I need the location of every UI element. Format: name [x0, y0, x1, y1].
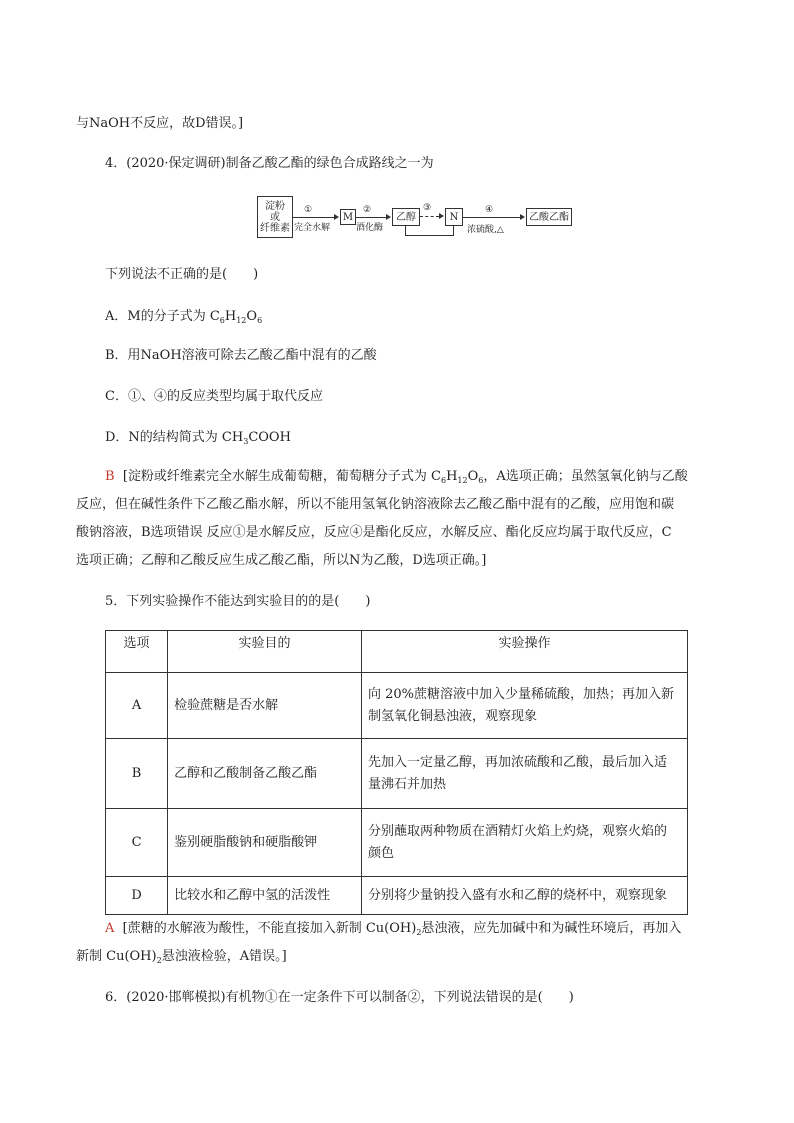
arrow-head [439, 213, 444, 219]
arrow-line [293, 217, 334, 218]
table-header-row [106, 631, 688, 673]
step1-condition: 完全水解 [294, 223, 331, 233]
q5-answer-letter: A [105, 921, 115, 936]
q4-explanation-line3: 酸钠溶液，B选项错误 反应①是水解反应，反应④是酯化反应，水解反应、酯化反应均属于取代反应，C [76, 525, 672, 540]
previous-answer-tail: 与NaOH不反应，故D错误。] [76, 116, 244, 131]
start-box: 淀粉 或 纤维素 [257, 196, 293, 238]
q4-option-a: A．M的分子式为 $C_6H_{12}O_6$ [105, 309, 263, 325]
arrow-line [356, 217, 386, 218]
arrow-head [386, 214, 391, 220]
header-option: 选项 [106, 631, 168, 673]
step2-number: ② [363, 205, 372, 215]
step4-condition: 浓硫酸,△ [467, 225, 504, 235]
q4-stem: 4．(2020·保定调研)制备乙酸乙酯的绿色合成路线之一为 [105, 156, 434, 171]
product-box: 乙酸乙酯 [526, 208, 572, 226]
ethanol-box: 乙醇 [392, 208, 420, 226]
q5-stem: 5．下列实验操作不能达到实验目的的是( ) [105, 594, 371, 609]
arrow-line [463, 217, 520, 218]
m-box: M [340, 209, 356, 225]
q4-option-d: D．N的结构简式为 $CH_3COOH$ [105, 430, 291, 446]
arrow-line [420, 216, 439, 217]
step2-condition: 酒化酶 [356, 223, 384, 233]
q5-explanation-line1: A [蔗糖的水解液为酸性，不能直接加入新制 $Cu(OH)_2$悬浊液，应先加碱中和为碱性环境后，再加入 [105, 921, 682, 937]
connector-line [453, 225, 454, 235]
header-purpose: 实验目的 [168, 631, 362, 673]
step3-number: ③ [423, 203, 432, 213]
q4-prompt: 下列说法不正确的是( ) [105, 267, 259, 282]
step1-number: ① [304, 205, 313, 215]
arrow-head [520, 214, 525, 220]
q4-explanation-line1: B [淀粉或纤维素完全水解生成葡萄糖，葡萄糖分子式为 $C_6H_{12}O_6$，A选项正确；虽然氢氧化钠与乙酸 [105, 469, 688, 485]
table-row: B 乙醇和乙酸制备乙酸乙酯 先加入一定量乙醇，再加浓硫酸和乙酸，最后加入适 量沸石并加热 [106, 739, 688, 809]
arrow-head [334, 214, 339, 220]
q6-stem: 6．(2020·邯郸模拟)有机物①在一定条件下可以制备②，下列说法错误的是( ) [105, 990, 574, 1005]
q4-answer-letter: B [105, 469, 115, 484]
synthesis-route-diagram [257, 196, 569, 240]
connector-line [405, 235, 454, 236]
experiment-table [105, 630, 688, 915]
q4-explanation-line2: 反应，但在碱性条件下乙酸乙酯水解，所以不能用氢氧化钠溶液除去乙酸乙酯中混有的乙酸，应用饱和碳 [76, 497, 675, 512]
table-row: A 检验蔗糖是否水解 向 20%蔗糖溶液中加入少量稀硫酸，加热；再加入新 制氢氧化铜悬浊液，观察现象 [106, 673, 688, 739]
table-row: C 鉴别硬脂酸钠和硬脂酸钾 分别蘸取两种物质在酒精灯火焰上灼烧，观察火焰的 颜色 [106, 809, 688, 877]
table-row: D 比较水和乙醇中氢的活泼性 分别将少量钠投入盛有水和乙醇的烧杯中，观察现象 [106, 877, 688, 915]
n-box: N [445, 208, 463, 226]
q4-option-b: B．用NaOH溶液可除去乙酸乙酯中混有的乙酸 [105, 348, 377, 363]
header-operation: 实验操作 [361, 631, 687, 673]
q5-explanation-line2: 新制 $Cu(OH)_2$悬浊液检验，A错误。] [76, 949, 287, 965]
step4-number: ④ [485, 205, 494, 215]
q4-option-c: C．①、④的反应类型均属于取代反应 [105, 389, 323, 404]
connector-line [405, 225, 406, 235]
q4-explanation-line4: 选项正确；乙醇和乙酸反应生成乙酸乙酯，所以N为乙酸，D选项正确。] [76, 553, 487, 568]
